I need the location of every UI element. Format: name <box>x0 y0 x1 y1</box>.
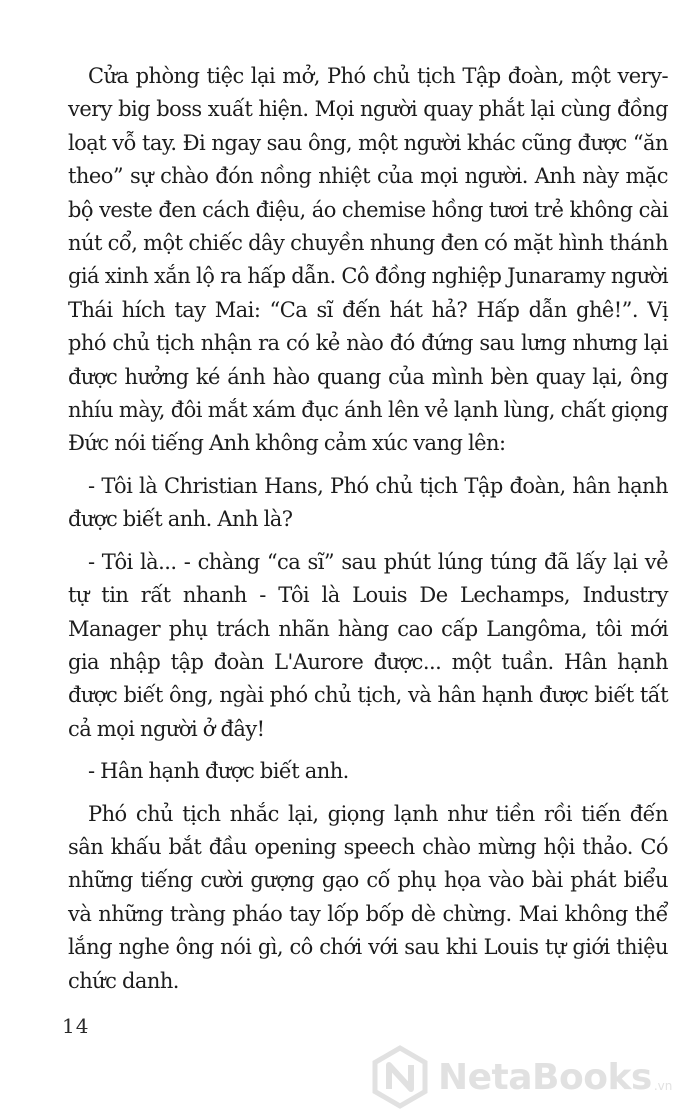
watermark-suffix: .vn <box>653 1079 673 1093</box>
page-number: 14 <box>62 1014 90 1038</box>
watermark <box>368 1045 698 1109</box>
watermark-text: NetaBooks <box>438 1056 652 1098</box>
paragraph-1: Cửa phòng tiệc lại mở, Phó chủ tịch Tập đoàn, một very-very big boss xuất hiện. Mọi người quay phắt lại cùng đồng loạt vỗ tay. Đi ngay sau ông, một người khác cũng được “ăn theo” sự chào đón nồng nhiệt của mọi người. Anh này mặc bộ veste đen cách điệu, áo chemise hồng tươi trẻ không cài nút cổ, một chiếc dây chuyền nhung đen có mặt hình thánh giá xinh xắn lộ ra hấp dẫn. Cô đồng nghiệp Junaramy người Thái hích tay Mai: “Ca sĩ đến hát hả? Hấp dẫn ghê!”. Vị phó chủ tịch nhận ra có kẻ nào đó đứng sau lưng nhưng lại được hưởng ké ánh hào quang của mình bèn quay lại, ông nhíu mày, đôi mắt xám đục ánh lên vẻ lạnh lùng, chất giọng Đức nói tiếng Anh không cảm xúc vang lên: <box>68 64 668 456</box>
paragraph-2: - Tôi là Christian Hans, Phó chủ tịch Tập đoàn, hân hạnh được biết anh. Anh là? <box>68 473 668 532</box>
paragraph-3: - Tôi là... - chàng “ca sĩ” sau phút lúng túng đã lấy lại vẻ tự tin rất nhanh - Tôi là Louis De Lechamps, Industry Manager phụ trách nhãn hàng cao cấp Langôma, tôi mới gia nhập tập đoàn L'Aurore được... một tuần. Hân hạnh được biết ông, ngài phó chủ tịch, và hân hạnh được biết tất cả mọi người ở đây! <box>68 549 668 741</box>
paragraph-5: Phó chủ tịch nhắc lại, giọng lạnh như tiền rồi tiến đến sân khấu bắt đầu opening speech chào mừng hội thảo. Có những tiếng cười gượng gạo cố phụ họa vào bài phát biểu và những tràng pháo tay lốp bốp dè chừng. Mai không thể lắng nghe ông nói gì, cô chới với sau khi Louis tự giới thiệu chức danh. <box>68 801 668 993</box>
body-text <box>68 60 668 1007</box>
netabooks-logo-icon <box>368 1045 432 1109</box>
paragraph-4: - Hân hạnh được biết anh. <box>88 759 349 784</box>
